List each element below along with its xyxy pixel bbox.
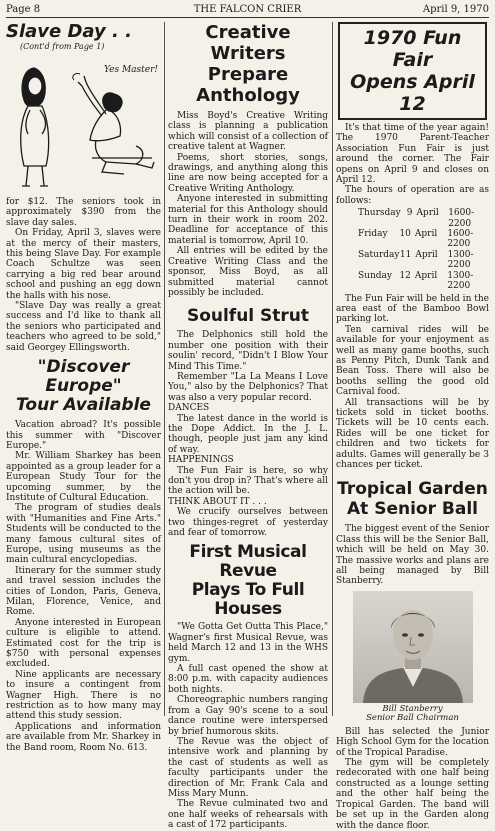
- think-label: THINK ABOUT IT . . .: [168, 496, 267, 507]
- slave-figure: [78, 76, 154, 174]
- slave-day-headline: Slave Day . .: [6, 21, 132, 42]
- slave-day-p1: for $12. The seniors took in approximately $390 from the slave day sales.: [6, 197, 161, 228]
- schedule-row: [358, 229, 489, 250]
- discover-europe-headline: [6, 358, 161, 415]
- column-rule-2: [332, 22, 333, 716]
- fun-fair-headline: [338, 22, 487, 120]
- portrait-image: [353, 591, 473, 703]
- fair-intro-1: It's that time of the year again! The 1970 Parent-Teacher Association Fun Fair is just around the corner. The Fair opens on April 9 and closes on April 12.: [336, 123, 489, 186]
- schedule-date: 9: [406, 208, 413, 219]
- schedule-day: Saturday: [358, 249, 400, 260]
- schedule-hours: 1600-2200: [447, 229, 474, 250]
- slave-day-cartoon: [6, 54, 161, 194]
- schedule-row: [358, 271, 489, 292]
- schedule-hours: 1300-2200: [447, 270, 474, 292]
- creative-p3: Anyone interested in submitting material for this Anthology should turn in their work in room 202. Deadline for acceptance of this material is tomorrow, April 10.: [168, 194, 328, 246]
- schedule-day: Sunday: [358, 270, 392, 281]
- garden-p1: The biggest event of the Senior Class this will be the Senior Ball, which will be held on May 30. The massive works and plans are all being managed by Bill Stanberry.: [336, 524, 489, 587]
- dances-text: The latest dance in the world is the Dope Addict. In the J. L. though, people just jam any kind of way.: [168, 413, 328, 455]
- masthead: [6, 3, 489, 18]
- europe-p1: Vacation abroad? It's possible this summer with "Discover Europe.": [6, 420, 161, 451]
- creative-p2: Poems, short stories, songs, drawings, and anything along this line are now being accepted for a Creative Writing Anthology.: [168, 152, 328, 194]
- europe-p6: Nine applicants are necessary to insure a contingent from Wagner High. There is no restriction as to how many may attend this study session.: [6, 669, 161, 722]
- paper-name: THE FALCON CRIER: [193, 4, 302, 15]
- schedule-month: April: [414, 270, 438, 281]
- chairman-photo: [353, 591, 473, 703]
- photo-caption: [336, 705, 489, 724]
- fair-schedule: [358, 208, 489, 291]
- creative-writers-headline-line1: Creative Writers: [205, 22, 291, 64]
- schedule-day: Friday: [358, 229, 388, 240]
- page-number: Page 8: [6, 4, 41, 15]
- fun-fair-headline-line2: Opens April 12: [350, 71, 475, 115]
- slave-day-p2: On Friday, April 3, slaves were at the mercy of their masters, this being Slave Day. For example Coach Schultze was seen carrying a big red bear around school and pushing an egg down the halls with his nose.: [6, 228, 161, 301]
- slave-day-p3: "Slave Day was really a great success and I'd like to thank all the seniors who participated and teachers who agreed to be sold," said Georgey Ellingsworth.: [6, 301, 161, 353]
- think-text: We crucify ourselves between two thinges-regret of yesterday and fear of tomorrow.: [168, 507, 328, 539]
- fun-fair-headline-line1: 1970 Fun Fair: [363, 27, 462, 71]
- schedule-row: [358, 250, 489, 271]
- column-rule-1: [164, 22, 165, 716]
- caption-name: Bill Stanberry: [382, 703, 443, 714]
- discover-europe-headline-line2: Tour Available: [16, 395, 151, 416]
- caption-title: Senior Ball Chairman: [366, 713, 459, 724]
- schedule-day: Thursday: [358, 208, 401, 219]
- revue-p3: Choreographic numbers ranging from a Gay 90's scene to a soul dance routine were interspersed by brief humorous skits.: [168, 695, 328, 737]
- tropical-garden-headline-line2: At Senior Ball: [347, 499, 478, 520]
- dances-label: DANCES: [168, 403, 210, 414]
- fair-intro-2: The hours of operation are as follows:: [336, 185, 489, 206]
- fair-p2: Ten carnival rides will be available for your enjoyment as well as many game booths, such as Penny Pitch, Dunk Tank and Bean Toss. There will also be booths selling the good old Carnival food.: [336, 324, 489, 398]
- soul-p1: The Delphonics still hold the number one position with their soulin' record, "Didn't I Blow Your Mind This Time.": [168, 330, 328, 372]
- schedule-date: 10: [399, 229, 411, 240]
- musical-revue-headline: [168, 543, 328, 619]
- cartoon-drawing: [6, 54, 161, 194]
- europe-p5: Anyone interested in European culture is eligible to attend. Estimated cost for the trip is $750 with personal expenses excluded.: [6, 617, 161, 670]
- tropical-garden-headline-line1: Tropical Garden: [337, 479, 488, 500]
- fair-p1: The Fun Fair will be held in the area east of the Bamboo Bowl parking lot.: [336, 293, 489, 325]
- garden-p3: The gym will be completely redecorated with one half being constructed as a lounge setting and the other half being the Tropical Garden. The band will be set up in the Garden along with the dance floor.: [336, 758, 489, 831]
- creative-p1: Miss Boyd's Creative Writing class is planning a publication which will consist of a collection of creative talent at Wagner.: [168, 111, 328, 153]
- europe-p7: Applications and information are available from Mr. Sharkey in the Band room, Room No. 613.: [6, 721, 161, 753]
- schedule-hours: 1600-2200: [448, 208, 475, 229]
- europe-p2: Mr. William Sharkey has been appointed as a group leader for a European Study Tour for the upcoming summer, by the Institute of Cultural Education.: [6, 451, 161, 503]
- creative-writers-headline-line2: Prepare Anthology: [196, 64, 300, 106]
- column-1: [6, 22, 161, 753]
- cartoon-speech: Yes Master!: [104, 65, 159, 75]
- schedule-month: April: [415, 249, 438, 260]
- schedule-row: [358, 208, 489, 229]
- revue-p5: The Revue culminated two and one half weeks of rehearsals with a cast of 172 participants.: [168, 799, 328, 831]
- europe-p4: Itinerary for the summer study and travel session includes the cities of London, Paris, Geneva, Milan, Florence, Venice, and Rome.: [6, 565, 161, 618]
- musical-revue-headline-line1: First Musical Revue: [189, 542, 307, 582]
- garden-p2: Bill has selected the Junior High School Gym for the location of the Tropical Paradise.: [336, 726, 489, 758]
- schedule-month: April: [414, 229, 438, 240]
- issue-date: April 9, 1970: [422, 4, 489, 15]
- europe-p3: The program of studies deals with "Humanities and Fine Arts." Students will be conducted to the many famous cultural sites of Europe, using museums as the main cultural encyclopedias.: [6, 503, 161, 566]
- schedule-date: 12: [399, 270, 411, 281]
- happenings-text: The Fun Fair is here, so why don't you drop in? That's where all the action will be.: [168, 465, 328, 497]
- discover-europe-headline-line1: "Discover Europe": [37, 357, 130, 397]
- schedule-date: 11: [399, 249, 412, 260]
- fair-p3: All transactions will be by tickets sold in ticket booths. Tickets will be 10 cents each. Rides will be one ticket for children and two tickets for adults. Games will generally be 3 chances per ticket.: [336, 397, 489, 470]
- schedule-month: April: [416, 208, 439, 219]
- soulful-strut-headline: Soulful Strut: [186, 306, 310, 327]
- column-3: [336, 22, 489, 831]
- revue-p4: The Revue was the object of intensive work and planning by the cast of students as well as faculty participants under the direction of Mr. Frank Cala and Miss Mary Munn.: [168, 736, 328, 799]
- revue-p2: A full cast opened the show at 8:00 p.m. with capacity audiences both nights.: [168, 664, 328, 695]
- soul-p2: Remember "La La Means I Love You," also by the Delphonics? That was also a very popular record.: [168, 371, 328, 403]
- creative-p4: All entries will be edited by the Creative Writing Class and the sponsor, Miss Boyd, as all submitted material cannot possibly be included.: [168, 246, 328, 298]
- tropical-garden-headline: [336, 479, 489, 519]
- happenings-label: HAPPENINGS: [168, 455, 234, 466]
- musical-revue-headline-line2: Plays To Full Houses: [191, 580, 305, 620]
- column-2: [168, 22, 328, 831]
- schedule-hours: 1300-2200: [447, 249, 474, 271]
- revue-p1: "We Gotta Get Outta This Place," Wagner's first Musical Revue, was held March 12 and 13 in the WHS gym.: [168, 622, 328, 664]
- creative-writers-headline: [168, 22, 328, 106]
- continued-note: (Cont'd from Page 1): [20, 42, 105, 51]
- master-figure: [21, 68, 49, 186]
